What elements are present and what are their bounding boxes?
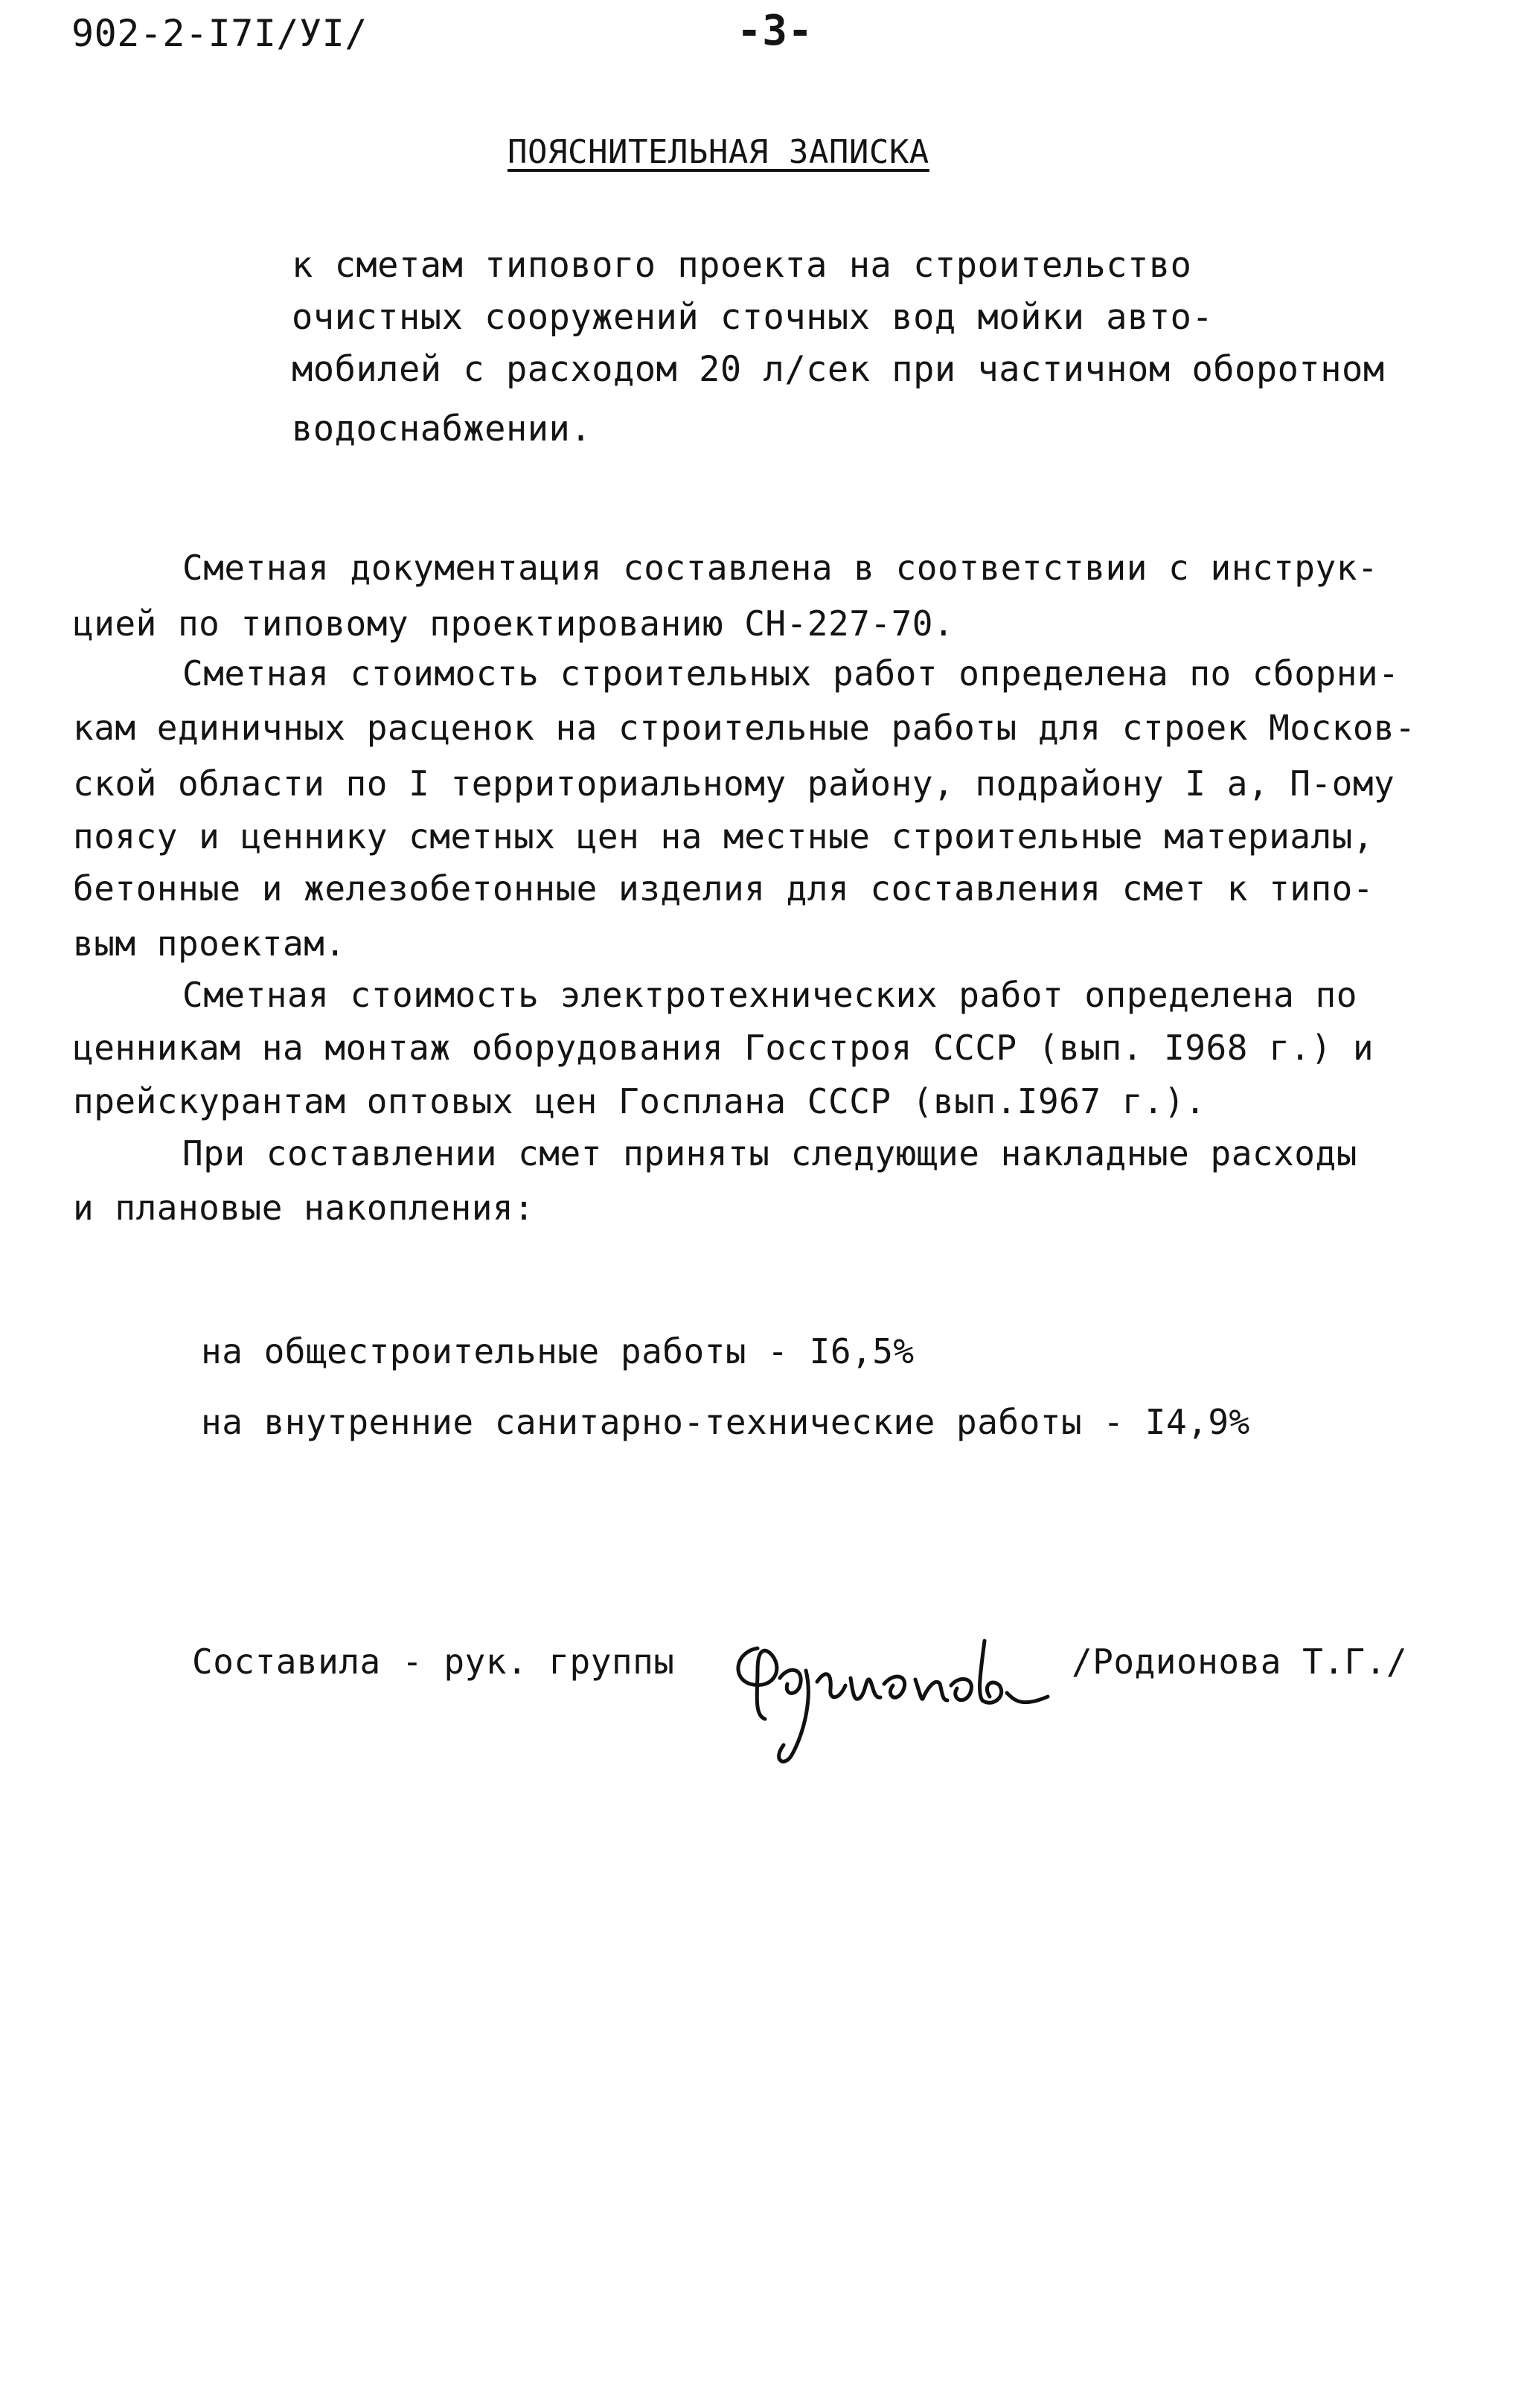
subtitle-line: очистных сооружений сточных вод мойки авто- [292, 297, 1214, 338]
subtitle-line: мобилей с расходом 20 л/сек при частичном оборотном [292, 349, 1385, 390]
rate-sanitary-works: на внутренние санитарно-технические работы - I4,9% [201, 1402, 1250, 1442]
document-title: ПОЯСНИТЕЛЬНАЯ ЗАПИСКА [508, 133, 929, 171]
body-line: прейскурантам оптовых цен Госплана СССР (вып.I967 г.). [73, 1081, 1206, 1121]
subtitle-line: к сметам типового проекта на строительство [292, 245, 1192, 286]
body-line: Сметная документация составлена в соответствии с инструк- [182, 548, 1379, 588]
body-line: вым проектам. [73, 923, 346, 964]
rate-general-construction: на общестроительные работы - I6,5% [201, 1331, 915, 1371]
body-line: При составлении смет приняты следующие накладные расходы [182, 1133, 1357, 1173]
body-line: ской области по I территориальному району, подрайону I а, П-ому [73, 763, 1395, 804]
body-line: кам единичных расценок на строительные работы для строек Москов- [73, 708, 1416, 748]
body-line: цией по типовому проектированию СН-227-70. [73, 603, 955, 644]
signature-prefix: Составила - рук. группы [192, 1642, 675, 1682]
signatory-name: /Родионова Т.Г./ [1072, 1642, 1408, 1682]
document-code: 902-2-I7I/УI/ [71, 12, 368, 55]
body-line: Сметная стоимость строительных работ определена по сборни- [182, 653, 1400, 694]
body-line: поясу и ценнику сметных цен на местные строительные материалы, [73, 816, 1374, 856]
body-line: Сметная стоимость электротехнических работ определена по [182, 975, 1357, 1015]
body-line: бетонные и железобетонные изделия для составления смет к типо- [73, 868, 1374, 909]
page-number: -3- [737, 7, 813, 55]
subtitle-line: водоснабжении. [292, 409, 592, 449]
body-line: и плановые накопления: [73, 1188, 535, 1228]
handwritten-signature [720, 1626, 1055, 1775]
body-line: ценникам на монтаж оборудования Госстроя СССР (вып. I968 г.) и [73, 1028, 1374, 1068]
